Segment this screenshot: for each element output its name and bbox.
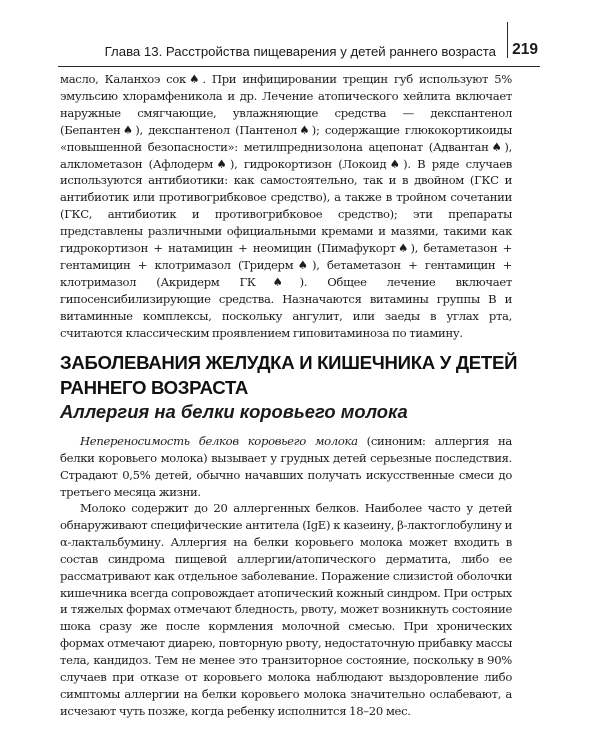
body-paragraph-2 — [60, 433, 512, 501]
running-header — [58, 36, 540, 67]
chapter-title: Глава 13. Расстройства пищеварения у детей раннего возраста — [104, 44, 496, 59]
paragraph-2-text: (синоним: аллергия на белки коровьего молока) вызывает у грудных детей серьезные последствия. Страдают 0,5% детей, обычно начавших получать искусственные смеси до третьего месяца жизни. — [60, 434, 512, 499]
page-number: 219 — [512, 41, 538, 58]
defined-term: Непереносимость белков коровьего молока — [80, 434, 358, 448]
subsection-title: Аллергия на белки коровьего молока — [60, 401, 408, 422]
body-paragraph-1: масло, Каланхоэ сок♠. При инфицировании трещин губ используют 5% эмульсию хлорамфеникола и др. Лечение атопического хейлита включает наружные смягчающие, увлажняющие средства — декспантенол (Бепантен♠), декспантенол (Пантенол♠); содержащие глюкокортикоиды «повышенной безопасности»: метилпреднизолона ацепонат (Адвантан♠), алклометазон (Афлодерм♠), гидрокортизон (Локоид♠). В ряде случаев используются антибиотики: как самостоятельно, так и в двойном (ГКС и антибиотик или противогрибковое средство), а также в тройном сочетании (ГКС, антибиотик и противогрибковое средство); эти препараты представлены различными официальными кремами и мазями, такими как гидрокортизон + натамицин + неомицин (Пимафукорт♠), бетаметазон + гентамицин + клотримазол (Тридерм♠), бетаметазон + гентамицин + клотримазол (Акридерм ГК♠). Общее лечение включает гипосенсибилизирующие средства. Назначаются витамины группы В и витаминные комплексы, поскольку ангулит, или заеды в углах рта, считаются классическим проявлением гиповитаминоза по тиамину. — [60, 72, 512, 340]
body-paragraph-3: Молоко содержит до 20 аллергенных белков. Наиболее часто у детей обнаруживают специфические антитела (IgE) к казеину, β-лактоглобулину и α-лактальбумину. Аллергия на белки коровьего молока может входить в состав синдрома пищевой аллергии/атопического дерматита, либо ее рассматривают как отдельное заболевание. Поражение слизистой оболочки кишечника всегда сопровождает атопический кожный синдром. При острых и тяжелых формах отмечают бледность, рвоту, может возникнуть состояние шока сразу же после кормления молочной смесью. При хронических формах отмечают диарею, повторную рвоту, недостаточную прибавку массы тела, кандидоз. Тем не менее это транзиторное состояние, поскольку в 90% случаев при отказе от коровьего молока наблюдают выздоровление либо симптомы аллергии на белки коровьего молока значительно ослабевают, а исчезают чуть позже, когда ребенку исполнится 18–20 мес. — [60, 501, 512, 718]
section-title: ЗАБОЛЕВАНИЯ ЖЕЛУДКА И КИШЕЧНИКА У ДЕТЕЙ РАННЕГО ВОЗРАСТА — [60, 352, 518, 398]
